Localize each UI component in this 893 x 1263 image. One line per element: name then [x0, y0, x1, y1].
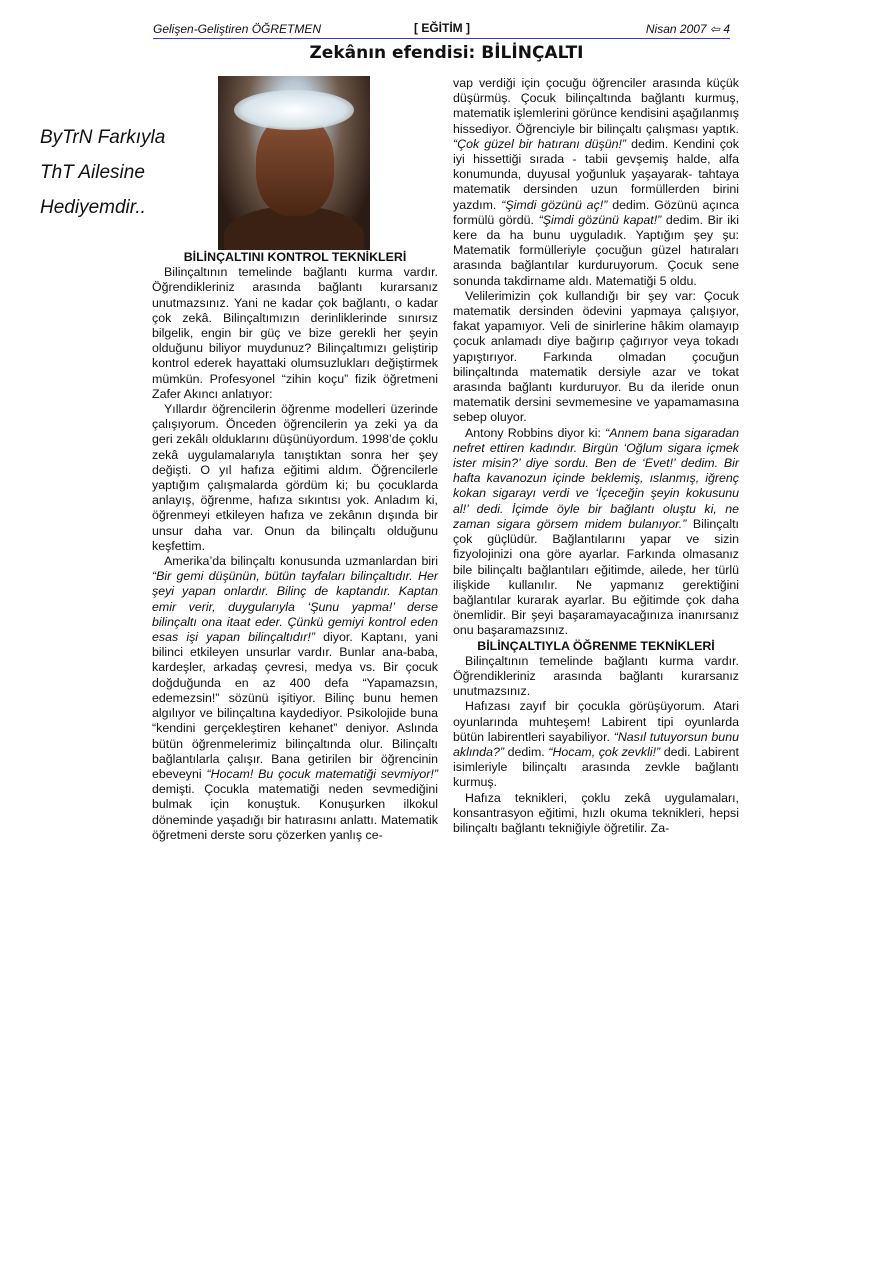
- paragraph: Bilinçaltının temelinde bağlantı kurma vardır. Öğrendikleriniz arasında bağlantı kurarsanız unutmazsınız. Yani ne kadar çok bağlantı, o kadar çok zekâ. Bilinçaltımızın derinliklerinde sınırsız bilgelik, engin bir güç ve bize gerekli her şeyin olduğunu biliyor muydunuz? Bilinçaltımızı geliştirip kontrol ederek hayattaki olumsuzlukları değiştirmek mümkün. Profesyonel “zihin koçu” fizik öğretmeni Zafer Akıncı anlatıyor:: [152, 265, 438, 401]
- dedication-note: [40, 120, 165, 225]
- page-header: [153, 22, 730, 39]
- section-label: [ EĞİTİM ]: [414, 21, 470, 35]
- article-illustration: [218, 76, 370, 250]
- column-right: [453, 76, 739, 836]
- magazine-name: Gelişen-Geliştiren ÖĞRETMEN: [153, 22, 322, 36]
- dedication-line: ThT Ailesine: [40, 162, 145, 183]
- dedication-line: ByTrN Farkıyla: [40, 127, 166, 148]
- section-heading: BİLİNÇALTINI KONTROL TEKNİKLERİ: [183, 250, 407, 264]
- paragraph: Amerika’da bilinçaltı konusunda uzmanlardan biri “Bir gemi düşünün, bütün tayfaları bilinçaltıdır. Her şeyi yapan onlardır. Bilinç de kaptandır. Kaptan emir verir, duygularıyla ‘Şunu yapma!’ derse bilinçaltı ona itaat eder. Çünkü gemiyi kontrol eden esas işi yapan bilinçaltıdır!” diyor. Kaptanı, yani bilinci etkileyen unsurlar vardır. Bunlar ana-baba, kardeşler, arkadaş çevresi, medya vs. Bir çocuk doğduğunda en az 400 defa “Yapamazsın, edemezsin!” sözünü işitiyor. Bilinç bunu hemen algılıyor ve bilinçaltına kaydediyor. Psikolojide buna “kendini gerçekleştiren kehanet” deniyor. Aslında bütün öğrenmelerimiz bilinçaltında olur. Bilinçaltı bağlantılarla çalışır. Bana getirilen bir öğrencinin ebeveyni “Hocam! Bu çocuk matematiği sevmiyor!” demişti. Çocukla matematiği neden sevmediğini bulmak için konuştuk. Konuşurken ilkokul döneminde yaşadığı bir hatırasını anlattı. Matematik öğretmeni derste soru çözerken yanlış ce-: [152, 554, 438, 842]
- article-title: Zekânın efendisi: BİLİNÇALTI: [309, 43, 584, 63]
- illustration-cloud: [234, 90, 354, 130]
- paragraph: Antony Robbins diyor ki: “Annem bana sigaradan nefret ettiren kadındır. Birgün ‘Oğlum sigara içmek ister misin?’ diye sordu. Ben de ‘Evet!’ dedim. Bir hafta kavanozun içinde beklemiş, ıslanmış, iğrenç kokan sigarayı verdi ve ‘İçeceğin şeyin kokusunu al!’ dedi. İçimde öyle bir bağlantı oluştu ki, ne zaman sigara görsem midem bulanıyor.” Bilinçaltı çok güçlüdür. Bağlantılarını yapar ve sizin fizyolojinizi ona göre ayarlar. Farkında olmasanız bile bilinçaltı bağlantıları eğitimde, ailede, her türlü ilişkide kullanılır. Ne yapmanız gerektiğini bağlantılar kurarak ayarlar. Bu eğitimde çok daha önemlidir. Bir şeyi başaramayacağınıza inanırsanız onu başaramazsınız.: [453, 425, 739, 638]
- issue-date-page: Nisan 2007 ⇦ 4: [645, 22, 730, 36]
- paragraph: Velilerimizin çok kullandığı bir şey var: Çocuk matematik dersinden ödevini yapmaya çalışıyor, fakat yapamıyor. Veli de sinirlerine hâkim olamayıp çocuk anlamadı diye bağırıp çağırıyor veya tokadı yapıştırıyor. Farkında olmadan çocuğun bilinçaltında matematik dersiyle azar ve tokat arasında bağlantı kurduruyor. Bu da ileride onun matematik dersini sevmemesine ve yapamamasına sebep oluyor.: [453, 288, 739, 425]
- column-left: [152, 250, 438, 843]
- paragraph: Hafıza teknikleri, çoklu zekâ uygulamaları, konsantrasyon eğitimi, hızlı okuma teknikleri, hepsi bilinçaltı bağlantı tekniğiyle öğretilir. Za-: [453, 790, 739, 835]
- paragraph: Bilinçaltının temelinde bağlantı kurma vardır. Öğrendikleriniz arasında bağlantı kurarsanız unutmazsınız.: [453, 653, 739, 699]
- paragraph: Hafızası zayıf bir çocukla görüşüyorum. Atari oyunlarında muhteşem! Labirent tipi oyunlarda bütün labirentleri sayabiliyor. “Nasıl tutuyorsun bunu aklında?” dedim. “Hocam, çok zevkli!” dedi. Labirent isimleriyle bilinçaltı arasında zevkle bağlantı kurmuş.: [453, 699, 739, 790]
- paragraph: vap verdiği için çocuğu öğrenciler arasında küçük düşürmüş. Çocuk bilinçaltında bağlantı kurmuş, matematik işlemlerini görünce kendisini aşağılanmış hissediyor. Öğrenciyle bir bilinçaltı çalışması yaptık. “Çok güzel bir hatıranı düşün!” dedim. Kendini çok iyi hissettiği sırada - tabii gevşemiş halde, alfa konumunda, duyusal yoğunluk yaşayarak- tahtaya matematik dersinden uzun formüllerden birini yazdım. “Şimdi gözünü aç!” dedim. Gözünü açınca formülü gördü. “Şimdi gözünü kapat!” dedim. Bir iki kere da ha bunu uyguladık. Yaptığım şey şu: Matematik formülleriyle çocuğun güzel hatıraları arasında bağlantılar kurduruyorum. Çocuk sene sonunda takdirname aldı. Matematiği 5 oldu.: [453, 76, 739, 288]
- paragraph: Yıllardır öğrencilerin öğrenme modelleri üzerinde çalışıyorum. Önceden öğrencilerin ya zeki ya da geri zekâlı olduklarını düşünüyordum. 1998’de çoklu zekâ uygulamalarıyla tanıştıktan sonra her şey değişti. O yıl hafıza eğitimi aldım. Öğrencilerle yaptığım çalışmalarda gördüm ki; bu çocuklarda anlayış, öğrenme, hafıza sıkıntısı yok. Anladım ki, öğrenmeyi etkileyen hafıza ve zekânın dışında bir unsur daha var. Onun da bilinçaltı olduğunu keşfettim.: [152, 402, 438, 553]
- dedication-line: Hediyemdir..: [40, 197, 146, 218]
- section-heading: BİLİNÇALTIYLA ÖĞRENME TEKNİKLERİ: [477, 638, 715, 653]
